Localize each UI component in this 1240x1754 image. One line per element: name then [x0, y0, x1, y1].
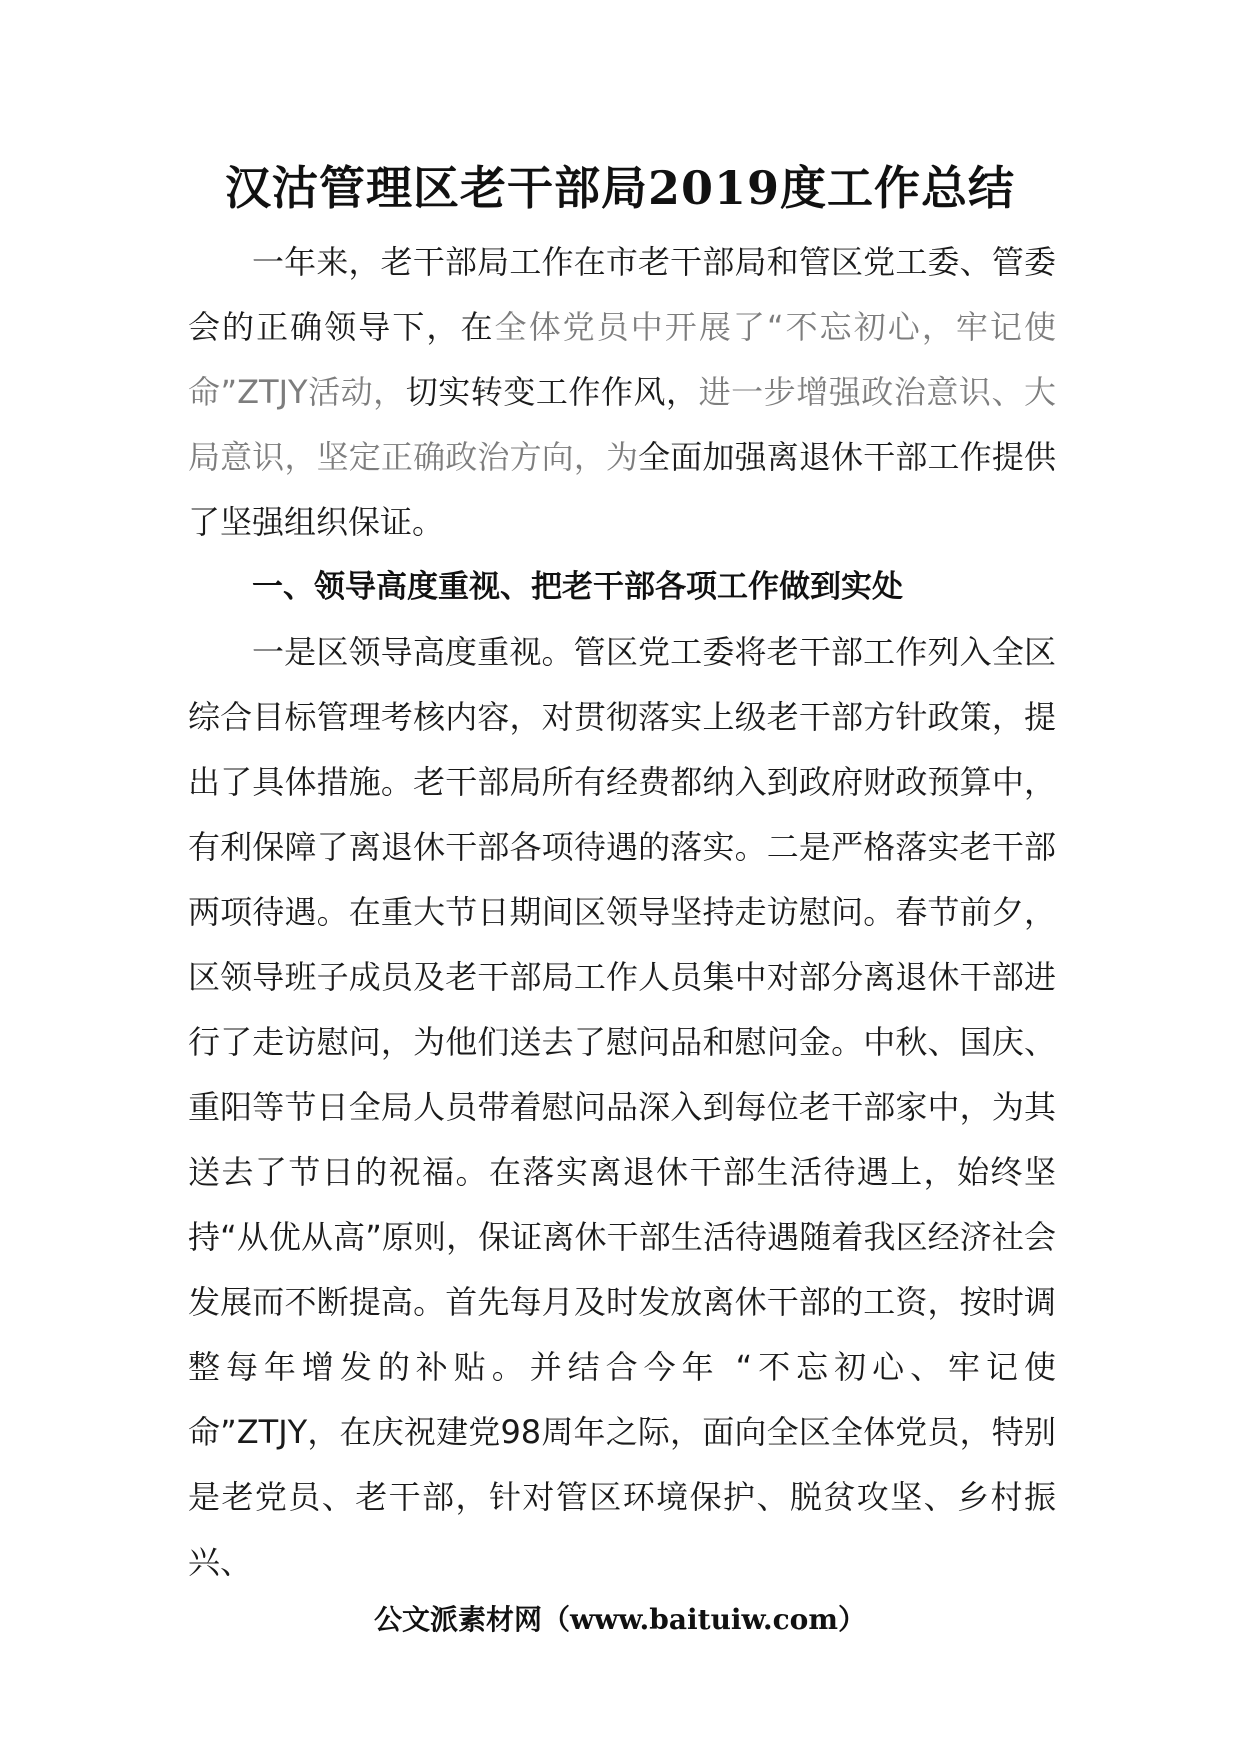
section-heading: 一、领导高度重视、把老干部各项工作做到实处	[252, 569, 903, 605]
intro-text-part3: 切实转变工作作风，	[405, 373, 699, 411]
document-body	[188, 230, 1056, 1595]
document-title: 汉沽管理区老干部局2019度工作总结	[224, 161, 1016, 215]
footer-source: 公文派素材网（www.baituiw.com）	[374, 1603, 866, 1636]
intro-paragraph	[188, 230, 1056, 555]
intro-text-part5: 全面加强离退休干部工作提供了坚强组织保证。	[188, 438, 1056, 541]
intro-text-part1: 一年来，老干部局工作在市老干部局和管区党工委、管委会的正确领导下，在	[188, 243, 1056, 346]
intro-text-part2: 全体党员中开展了“不忘初心，牢记使命”ZTJY活动，	[188, 308, 1056, 411]
section-paragraph: 一是区领导高度重视。管区党工委将老干部工作列入全区综合目标管理考核内容，对贯彻落实上级老干部方针政策，提出了具体措施。老干部局所有经费都纳入到政府财政预算中，有利保障了离退休干部各项待遇的落实。二是严格落实老干部两项待遇。在重大节日期间区领导坚持走访慰问。春节前夕，区领导班子成员及老干部局工作人员集中对部分离退休干部进行了走访慰问，为他们送去了慰问品和慰问金。中秋、国庆、重阳等节日全局人员带着慰问品深入到每位老干部家中，为其送去了节日的祝福。在落实离退休干部生活待遇上，始终坚持“从优从高”原则，保证离休干部生活待遇随着我区经济社会发展而不断提高。首先每月及时发放离休干部的工资，按时调整每年增发的补贴。并结合今年 “不忘初心、牢记使命”ZTJY，在庆祝建党98周年之际，面向全区全体党员，特别是老党员、老干部，针对管区环境保护、脱贫攻坚、乡村振兴、	[188, 633, 1056, 1581]
intro-text-part4: 进一步增强政治意识、大局意识，坚定正确政治方向，为	[188, 373, 1056, 476]
